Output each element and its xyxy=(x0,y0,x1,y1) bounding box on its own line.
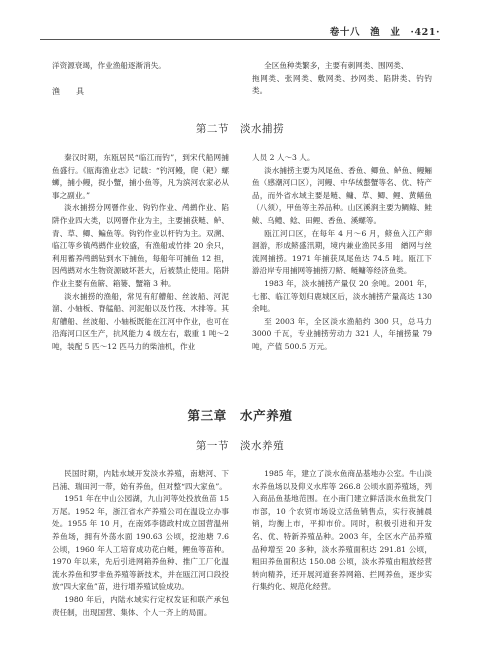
paragraph: 秦汉时期，东瓯居民“临江而钓”，到宋代船网捕鱼盛行。《瓯海渔业志》记载：“钓河鳗，爬（耙）螺蛳，捕小鳗，捉小蟹，捕小鱼等，凡为滨河农家必从事之副业。” xyxy=(52,153,229,200)
chapter-title: 第三章 水产养殖 xyxy=(187,408,293,423)
chapter3-left-column xyxy=(52,468,229,619)
section2-right-column xyxy=(252,152,432,354)
paragraph: 瓯江河口区，在每年 4 月～6 月，鲚鱼入江产卵洄游，形成鲚盛汛期，境内兼业渔民多用 繒网与丝流网捕捞。1971 年捕获凤尾鱼达 74.5 吨。瓯江下游沿岸专用捕网等捕捞刀鲚、鲢鳙等经济鱼类。 xyxy=(252,228,432,276)
section-title: 第二节 淡水捕捞 xyxy=(195,123,285,135)
running-header: 卷十八 渔 业 ·421· xyxy=(329,27,440,38)
paragraph: 淡水捕捞的渔船，常见有䑠艚船、丝波船、河泥溜、小轴板、脊艋船、河泥船以及竹筏、木排等。其䑠艚船、丝波船、小轴板既能在江河中作业，也可在沿海河口区生产，抗风能力 4 级左右，载重 1 吨～2 吨，装配 5 匹～12 匹马力的柴油机，作业 xyxy=(52,291,229,351)
paragraph: 全区鱼种类繁多，主要有刺网类、围网类、 xyxy=(264,61,409,70)
paragraph: 1983 年，淡水捕捞产量仅 20 余吨。2001 年，七都、临江等划归鹿城区后，淡水捕捞产量高达 130 余吨。 xyxy=(252,278,432,314)
paragraph: 1980 年后，内陆水域实行定权发证和联产承包责任制，出现国营、集体、个人一齐上的局面。 xyxy=(52,594,229,617)
paragraph: 1985 年，建立了淡水鱼商品基地办公室。牛山淡水养鱼场以及仰义水库等 266.8 公顷水面养殖场，列入商品鱼基地范围。在小南门建立鲜活淡水鱼批发门市部，10 个农贸市场设立活鱼销售点，实行夜捕晨销，均衡上市，平抑市价。同时，积极引进和开发名、优、特新养殖品种。2003 年，全区水产品养殖品种增至 20 多种，淡水养殖面积达 291.81 公顷，粗田养鱼面积达 150.08 公顷，淡水养殖由粗放经营转向精养，还开展河道套养网箱、拦网养鱼，逐步实行集约化、规范化经营。 xyxy=(252,469,432,592)
paragraph: 洋资源衰竭，作业渔船逐渐消失。 xyxy=(52,61,166,70)
subsection-heading: 渔 具 xyxy=(52,87,88,96)
paragraph: 淡水捕捞分网罾作业、钩钓作业、鸬鹚作业、陷阱作业四大类，以网罾作业为主，主要捕获鲢、鲈、青、草、鲫、鳊鱼等。钩钓作业以杆钓为主。双溯、临江等乡镇鸬鹚作业较盛，有渔船或竹排 20 余只，利用蓄养鸬鹚钻到水下捕鱼，每船年可捕鱼 12 担，因鸬鹚对水生物资源破坏甚大，后被禁止使用。陷阱作业主要有鱼簖、箱篓、蟹箱 3 种。 xyxy=(52,203,229,288)
page-header xyxy=(40,24,440,40)
chapter3-right-column xyxy=(252,468,432,594)
section2-left-column xyxy=(52,152,229,354)
section-title: 第一节 淡水养殖 xyxy=(195,440,285,452)
paragraph: 至 2003 年，全区淡水渔船约 300 只，总马力 3000 千瓦，专业捕捞劳动力 321 人，年捕捞量 79 吨，产值 500.5 万元。 xyxy=(252,316,432,351)
paragraph: 淡水捕捞主要为风尾鱼、香鱼、鲫鱼、鲈鱼、鳗鲡鱼（感潮河口区），河鳗、中华绒螯蟹等名、优、特产品，而外省水域主要是鲢、鳙、草、鲫、鲤、黄鳝鱼（八须），甲鱼等主养品种。山区溪涧主要为鲷鲦、鲑鲅、乌鳢、鲶、田鲤、香鱼、溪螺等。 xyxy=(252,165,432,225)
top-left-text xyxy=(52,60,229,73)
paragraph: 拖网类、张网类、敷网类、抄网类、陷阱类、钓钓类。 xyxy=(252,73,432,96)
header-rule xyxy=(40,39,440,40)
paragraph: 民国时期，内陆水域开发淡水养殖，南塘河、下吕浦、瑞田河一带，始有养鱼，但对整“四大家鱼”。 xyxy=(52,469,229,491)
paragraph: 1951 年在中山公园湖，九山河等处投放鱼苗 15 万尾。1952 年，浙江省水产养殖公司在温设立办事处。1955 年 10 月，在南郊李德政村成立国营温州养鱼场，拥有外荡水面 190.63 公顷，挖池塘 7.6 公顷，1960 年人工培育成功花白鲢，鲤鱼等苗种。1970 年以来，先后引进网箱养鱼种、推广工厂化温流水养鱼和罗非鱼养殖等新技术，并在瓯江河口段投放“四大家鱼”苗，进行增养殖试验成功。 xyxy=(52,494,229,592)
top-right-text xyxy=(252,60,432,98)
paragraph: 人员 2 人～3 人。 xyxy=(252,153,315,162)
